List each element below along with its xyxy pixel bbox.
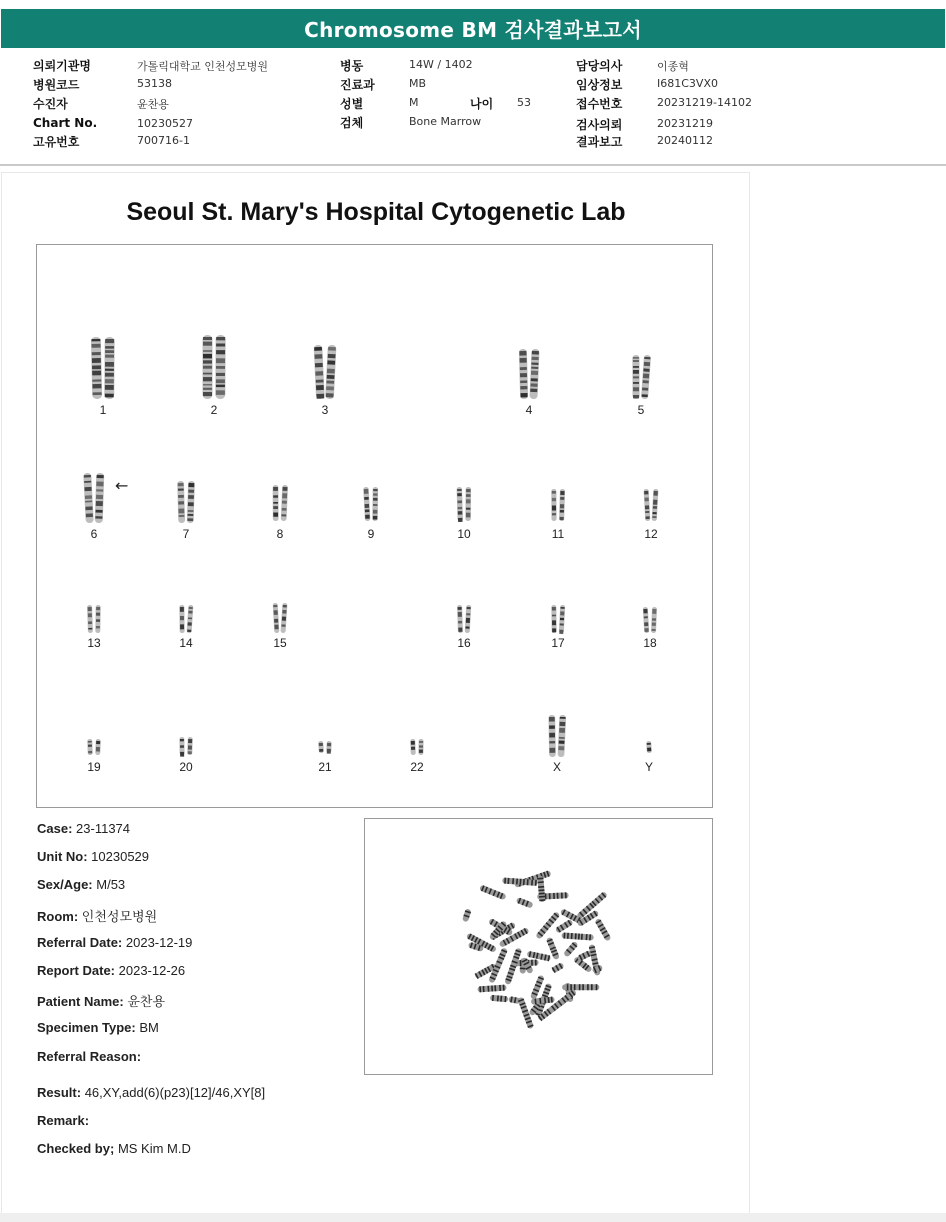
sexage-line <box>37 877 125 892</box>
chromosome-20-a <box>179 737 184 757</box>
metaphase-chromosome <box>490 995 508 1003</box>
patient-value: 윤찬용 <box>137 98 169 111</box>
sex-value: M <box>409 96 419 109</box>
chart-no-label: Chart No. <box>33 116 98 130</box>
chromosome-11-a <box>551 489 556 521</box>
chromosome-7-a <box>177 481 185 523</box>
chromosome-12-b <box>652 489 659 521</box>
ward-label: 병동 <box>340 59 364 73</box>
chromosome-9-b <box>372 487 378 521</box>
chromosome-6-a <box>83 473 94 523</box>
chart-no-value: 10230527 <box>137 117 193 130</box>
chromosome-label-6: 6 <box>90 527 98 541</box>
referral-date-label: Referral Date: <box>37 935 123 950</box>
chromosome-5-a <box>632 355 639 399</box>
request-date-label: 검사의뢰 <box>576 118 623 132</box>
bottom-strip <box>0 1213 946 1222</box>
lab-title: Seoul St. Mary's Hospital Cytogenetic Lab <box>126 198 626 226</box>
department-label: 진료과 <box>340 78 375 92</box>
metaphase-panel <box>364 818 713 1075</box>
chromosome-label-16: 16 <box>457 636 471 650</box>
patient-line <box>37 991 165 1010</box>
karyogram-panel <box>36 244 713 808</box>
result-label: Result: <box>37 1085 82 1100</box>
department-value: MB <box>409 77 427 90</box>
chromosome-8-b <box>281 485 288 521</box>
receipt-no-label: 접수번호 <box>576 97 623 111</box>
chromosome-1-b <box>104 337 114 399</box>
chromosome-label-18: 18 <box>643 636 657 650</box>
metaphase-chromosome <box>504 948 522 986</box>
specimen-line <box>37 1020 159 1035</box>
hospital-name-value: 가톨릭대학교 인천성모병원 <box>137 60 269 73</box>
doctor-value: 이종혁 <box>657 60 689 73</box>
metaphase-chromosome <box>535 911 560 940</box>
case-value: 23-11374 <box>76 821 131 836</box>
chromosome-10-a <box>457 487 463 522</box>
receipt-no-value: 20231219-14102 <box>657 96 752 109</box>
hospital-code-value: 53138 <box>137 77 172 90</box>
chromosome-5-b <box>641 355 651 399</box>
clinical-info-label: 임상정보 <box>576 78 623 92</box>
chromosome-label-X: X <box>552 760 562 774</box>
metaphase-chromosome <box>594 918 611 942</box>
specimen-label: 검체 <box>340 116 364 130</box>
chromosome-label-19: 19 <box>87 760 101 774</box>
age-value: 53 <box>517 96 531 109</box>
report-date-value: 2023-12-26 <box>118 963 186 978</box>
chromosome-label-9: 9 <box>367 527 375 541</box>
result-date-value: 20240112 <box>657 134 713 147</box>
chromosome-label-21: 21 <box>318 760 332 774</box>
result-line <box>37 1085 265 1100</box>
chromosome-label-14: 14 <box>179 636 193 650</box>
checked-label: Checked by; <box>37 1141 115 1156</box>
patient-label: 수진자 <box>33 97 68 111</box>
patient-name-label: Patient Name: <box>37 994 124 1009</box>
chromosome-label-12: 12 <box>644 527 658 541</box>
patient-name-value: 윤찬용 <box>127 994 166 1009</box>
chromosome-19-b <box>95 739 101 755</box>
chromosome-16-a <box>457 605 463 633</box>
unit-value: 10230529 <box>91 849 150 864</box>
room-line <box>37 906 157 925</box>
chromosome-20-b <box>187 737 193 755</box>
metaphase-chromosome <box>577 950 592 962</box>
metaphase-chromosome <box>551 962 565 973</box>
chromosome-11-b <box>559 489 565 521</box>
chromosome-3-b <box>325 345 336 399</box>
ward-value: 14W / 1402 <box>409 58 473 71</box>
chromosome-2-a <box>203 335 213 399</box>
chromosome-21-b <box>326 741 331 754</box>
remark-label: Remark: <box>37 1113 90 1128</box>
chromosome-9-a <box>363 487 370 521</box>
chromosome-12-a <box>644 489 651 521</box>
chromosome-label-17: 17 <box>551 636 565 650</box>
chromosome-19-a <box>87 739 93 755</box>
chromosome-21-a <box>318 741 324 753</box>
metaphase-chromosome <box>477 984 506 992</box>
chromosome-17-b <box>559 605 565 634</box>
chromosome-13-b <box>95 605 100 633</box>
chromosome-label-3: 3 <box>321 403 329 417</box>
sexage-label: Sex/Age: <box>37 877 93 892</box>
metaphase-chromosome <box>561 932 593 940</box>
unique-no-label: 고유번호 <box>33 135 80 149</box>
metaphase-spread-image <box>365 819 714 1076</box>
chromosome-15-a <box>273 603 280 633</box>
case-line <box>37 821 130 836</box>
referral-date-value: 2023-12-19 <box>125 935 193 950</box>
specimen-type-value: BM <box>139 1020 159 1035</box>
room-value: 인천성모병원 <box>81 909 158 924</box>
chromosome-label-7: 7 <box>182 527 190 541</box>
result-value: 46,XY,add(6)(p23)[12]/46,XY[8] <box>84 1085 266 1100</box>
chromosome-Y <box>646 741 652 753</box>
metaphase-chromosome <box>555 919 574 934</box>
chromosome-label-13: 13 <box>87 636 101 650</box>
chromosome-label-11: 11 <box>551 527 565 541</box>
specimen-type-label: Specimen Type: <box>37 1020 136 1035</box>
specimen-value: Bone Marrow <box>409 115 482 128</box>
metaphase-chromosome <box>563 941 579 958</box>
unit-label: Unit No: <box>37 849 88 864</box>
chromosome-10-b <box>465 487 471 521</box>
chromosome-18-a <box>643 607 650 633</box>
chromosome-label-10: 10 <box>457 527 471 541</box>
report-date-line <box>37 963 185 978</box>
chromosome-4-a <box>519 349 528 399</box>
chromosome-label-5: 5 <box>637 403 645 417</box>
doctor-label: 담당의사 <box>576 59 623 73</box>
remark-line <box>37 1113 89 1128</box>
chromosome-label-22: 22 <box>410 760 424 774</box>
report-title: Chromosome BM 검사결과보고서 <box>1 9 945 48</box>
chromosome-3-a <box>314 345 325 399</box>
metaphase-chromosome <box>562 984 599 990</box>
chromosome-label-4: 4 <box>525 403 533 417</box>
age-label: 나이 <box>470 97 494 111</box>
chromosome-8-a <box>273 485 279 521</box>
metaphase-chromosome <box>462 908 472 922</box>
chromosome-label-1: 1 <box>99 403 107 417</box>
chromosome-14-b <box>187 605 194 633</box>
chromosome-14-a <box>179 605 184 633</box>
room-label: Room: <box>37 909 79 924</box>
chromosome-label-20: 20 <box>179 760 193 774</box>
karyogram <box>37 245 714 809</box>
metaphase-chromosome <box>479 885 507 901</box>
chromosome-2-b <box>215 335 225 399</box>
hospital-code-label: 병원코드 <box>33 78 80 92</box>
chromosome-22-b <box>418 739 423 755</box>
unique-no-value: 700716-1 <box>137 134 190 147</box>
chromosome-label-Y: Y <box>644 760 654 774</box>
result-date-label: 결과보고 <box>576 135 623 149</box>
chromosome-13-a <box>87 605 93 633</box>
chromosome-7-b <box>187 481 195 523</box>
chromosome-17-a <box>551 605 556 633</box>
sex-label: 성별 <box>340 97 364 111</box>
checked-line <box>37 1141 191 1156</box>
chromosome-18-b <box>651 607 657 633</box>
chromosome-1-a <box>91 337 102 399</box>
referral-reason-label: Referral Reason: <box>37 1049 142 1064</box>
chromosome-X-a <box>548 715 555 757</box>
arrow-left-icon: ← <box>115 476 129 495</box>
chromosome-16-b <box>465 605 472 633</box>
chromosome-6-b <box>95 473 105 523</box>
checked-value: MS Kim M.D <box>117 1141 191 1156</box>
unit-line <box>37 849 149 864</box>
header-divider <box>0 164 946 166</box>
sexage-value: M/53 <box>96 877 126 892</box>
hospital-name-label: 의뢰기관명 <box>33 59 91 73</box>
chromosome-label-8: 8 <box>276 527 284 541</box>
report-date-label: Report Date: <box>37 963 116 978</box>
case-label: Case: <box>37 821 73 836</box>
chromosome-15-b <box>281 603 288 633</box>
chromosome-label-15: 15 <box>273 636 287 650</box>
referral-date-line <box>37 935 192 950</box>
chromosome-X-b <box>558 715 567 757</box>
clinical-info-value: I681C3VX0 <box>657 77 718 90</box>
chromosome-4-b <box>529 349 539 399</box>
metaphase-chromosome <box>516 897 534 909</box>
chromosome-label-2: 2 <box>210 403 218 417</box>
reason-line <box>37 1049 141 1064</box>
request-date-value: 20231219 <box>657 117 713 130</box>
chromosome-22-a <box>410 739 416 755</box>
